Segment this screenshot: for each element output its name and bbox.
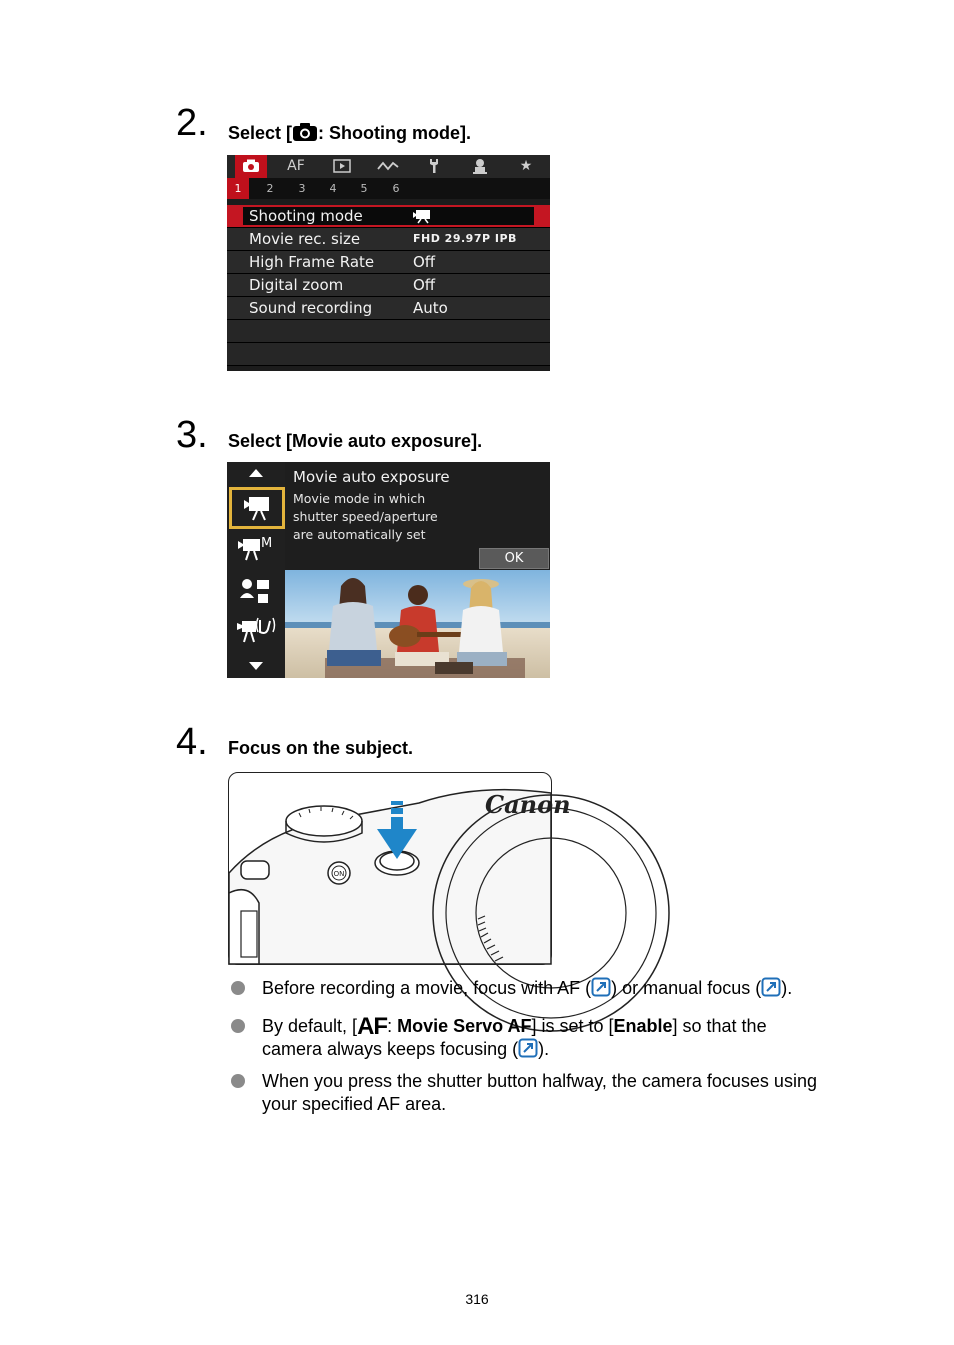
menu-tab-mymenu[interactable]: ★ xyxy=(519,158,533,174)
page-reference-icon[interactable] xyxy=(591,977,611,997)
movie-manual-m-label: M xyxy=(261,536,273,551)
menu-row-label: Digital zoom xyxy=(249,276,344,294)
bullet-marker xyxy=(231,1074,245,1088)
menu-subtab-3[interactable]: 3 xyxy=(298,182,306,195)
bullet-2-text: camera always keeps focusing ( xyxy=(262,1039,519,1059)
menu-row-high-frame-rate[interactable] xyxy=(227,251,550,274)
camera-icon xyxy=(292,122,318,142)
mode-movie-is[interactable] xyxy=(231,612,281,648)
movie-manual-icon xyxy=(236,533,276,563)
menu-tab-custom[interactable] xyxy=(465,155,495,178)
ok-button[interactable]: OK xyxy=(479,548,549,569)
mode-title: Movie auto exposure xyxy=(293,468,450,486)
bullet-2-text: ] is set to [ xyxy=(531,1016,614,1036)
page-reference-icon[interactable] xyxy=(518,1038,538,1058)
menu-row-empty xyxy=(227,320,550,343)
menu-tab-bar xyxy=(227,155,550,178)
movie-vlog-icon xyxy=(238,576,274,606)
step-title-2-post: : Shooting mode]. xyxy=(318,123,472,143)
menu-row-label: Sound recording xyxy=(249,299,373,317)
mode-description-line: Movie mode in which xyxy=(293,491,426,506)
movie-auto-icon xyxy=(241,494,273,522)
bullet-2-bold: Enable xyxy=(613,1016,673,1036)
menu-subtab-6[interactable]: 6 xyxy=(392,182,400,195)
menu-subtab-4[interactable]: 4 xyxy=(329,182,337,195)
camera-icon xyxy=(242,159,260,173)
menu-row-empty xyxy=(227,343,550,366)
step-number-4: 4. xyxy=(176,721,208,763)
bullet-marker xyxy=(231,1019,245,1033)
menu-row-label: Movie rec. size xyxy=(249,230,361,248)
movie-stabilizer-icon xyxy=(236,615,276,645)
step-number-2: 2. xyxy=(176,102,208,144)
step-title-2-pre: Select [ xyxy=(228,123,293,143)
mode-movie-selfie[interactable] xyxy=(231,573,281,609)
bullet-marker xyxy=(231,981,245,995)
menu-row-sound-recording[interactable] xyxy=(227,297,550,320)
bullet-1-text: Before recording a movie, focus with AF ( xyxy=(262,978,592,998)
menu-row-value: Auto xyxy=(413,299,448,317)
camera-shutter-illustration xyxy=(228,772,571,965)
mode-movie-manual[interactable] xyxy=(231,530,281,566)
menu-row-movie-rec-size[interactable] xyxy=(227,228,550,251)
bullet-1-text: ). xyxy=(781,978,793,998)
step-title-3: Select [Movie auto exposure]. xyxy=(228,431,483,451)
menu-row-shooting-mode[interactable] xyxy=(227,205,550,228)
mode-description-line: are automatically set xyxy=(293,527,426,542)
menu-row-value: Off xyxy=(413,253,436,271)
bullet-2-text: By default, [ xyxy=(262,1016,358,1036)
bullet-1 xyxy=(262,977,792,1000)
step-number-3: 3. xyxy=(176,414,208,456)
menu-row-value: FHD 29.97P IPB xyxy=(413,232,517,245)
bullet-3-line-1: When you press the shutter button halfway, the camera focuses using xyxy=(262,1071,817,1091)
movie-icon xyxy=(413,205,433,229)
bullet-2-bold: Movie Servo AF xyxy=(397,1016,532,1036)
canon-logo: Canon xyxy=(485,790,571,819)
bullet-2-line-2 xyxy=(262,1038,549,1061)
menu-row-label: Shooting mode xyxy=(249,207,363,225)
menu-tab-af[interactable]: AF xyxy=(287,158,305,174)
scroll-down-icon[interactable] xyxy=(249,662,263,670)
bullet-2-line-1 xyxy=(262,1015,767,1038)
mode-description-panel xyxy=(285,462,550,570)
page-number: 316 xyxy=(465,1291,489,1307)
sample-photo xyxy=(285,570,550,678)
wrench-icon xyxy=(427,158,441,174)
mode-icon-list xyxy=(227,462,285,678)
bullet-1-text: ) or manual focus ( xyxy=(611,978,762,998)
menu-subtab-2[interactable]: 2 xyxy=(266,182,274,195)
menu-rows xyxy=(227,205,550,366)
menu-tab-camera[interactable] xyxy=(235,155,267,178)
mode-movie-auto-exposure[interactable] xyxy=(229,487,285,529)
custom-functions-icon xyxy=(472,158,488,174)
menu-tab-wireless[interactable] xyxy=(373,155,403,178)
menu-row-value: Off xyxy=(413,276,436,294)
step-title-4: Focus on the subject. xyxy=(228,738,414,758)
bullet-2-text: ] so that the xyxy=(672,1016,767,1036)
menu-tab-playback[interactable] xyxy=(327,155,357,178)
menu-subtab-bar xyxy=(227,178,550,199)
menu-subtab-5[interactable]: 5 xyxy=(360,182,368,195)
scroll-up-icon[interactable] xyxy=(249,469,263,477)
bullet-3-line-2: your specified AF area. xyxy=(262,1094,447,1114)
menu-tab-setup[interactable] xyxy=(419,155,449,178)
menu-row-digital-zoom[interactable] xyxy=(227,274,550,297)
menu-row-label: High Frame Rate xyxy=(249,253,375,271)
shooting-menu-screenshot xyxy=(227,155,550,371)
step-title-2 xyxy=(228,122,471,144)
bullet-2-text: : xyxy=(387,1016,398,1036)
playback-icon xyxy=(333,159,351,173)
mode-description-line: shutter speed/aperture xyxy=(293,509,438,524)
on-button-label: ON xyxy=(333,870,345,878)
menu-subtab-1[interactable]: 1 xyxy=(227,178,249,199)
movie-mode-screenshot xyxy=(227,462,550,678)
wireless-icon xyxy=(377,159,399,173)
af-icon: AF xyxy=(357,1013,388,1040)
bullet-2-text: ). xyxy=(538,1039,550,1059)
page-reference-icon[interactable] xyxy=(761,977,781,997)
